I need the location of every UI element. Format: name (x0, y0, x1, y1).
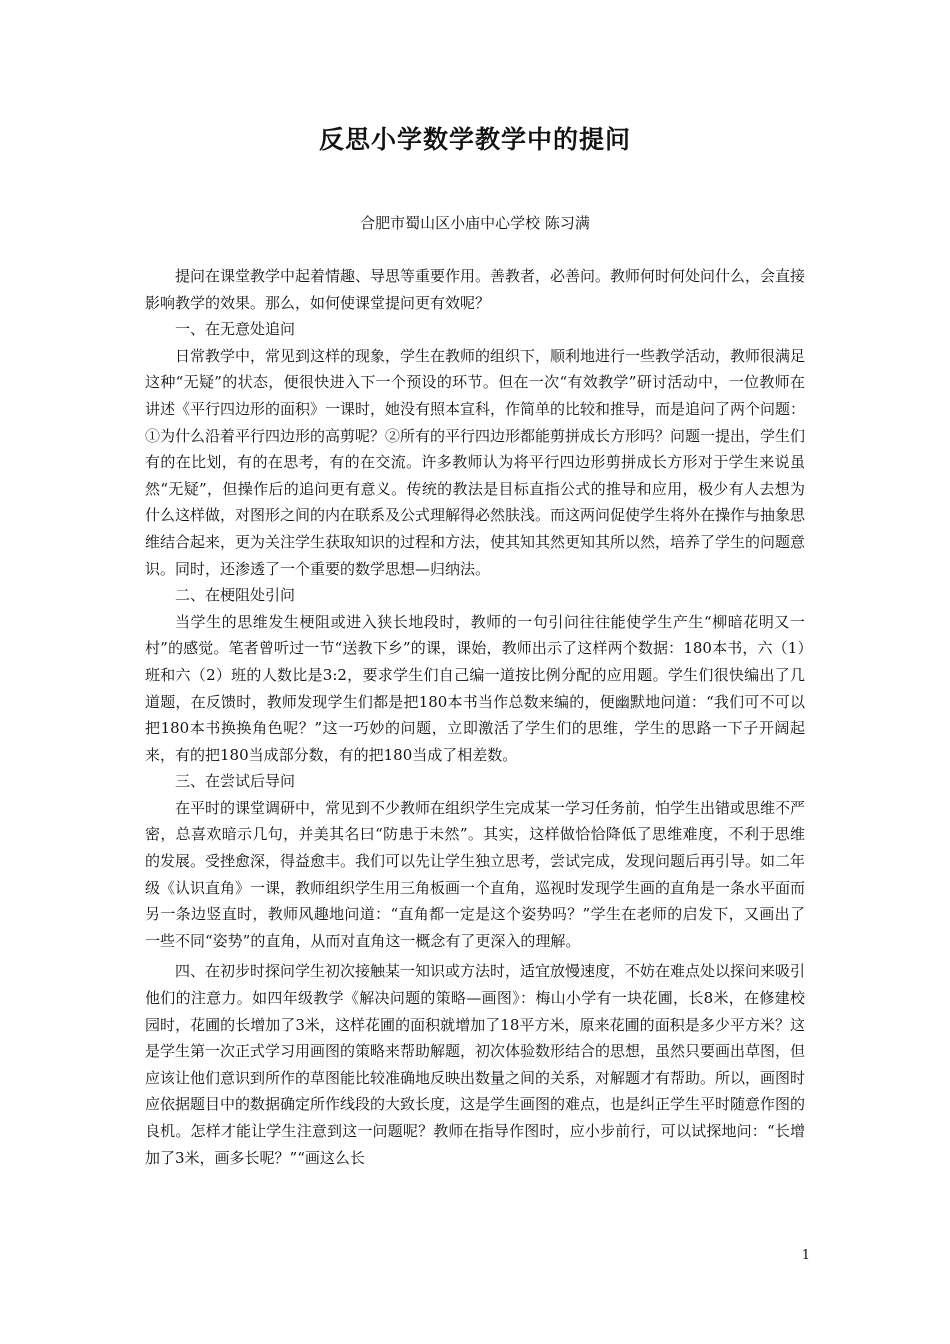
section-paragraph-3: 在平时的课堂调研中，常见到不少教师在组织学生完成某一学习任务前，怕学生出错或思维不严密，总喜欢暗示几句，并美其名曰“防患于未然”。其实，这样做恰恰降低了思维难度，不利于思维的发展。受挫愈深，得益愈丰。我们可以先让学生独立思考，尝试完成，发现问题后再引导。如二年级《认识直角》一课，教师组织学生用三角板画一个直角，巡视时发现学生画的直角是一条水平面而另一条边竖直时，教师风趣地问道：“直角都一定是这个姿势吗？”学生在老师的启发下，又画出了一些不同“姿势”的直角，从而对直角这一概念有了更深入的理解。 (145, 798, 806, 950)
section-heading-1: 一、在无意处追问 (175, 320, 296, 339)
section-paragraph-1: 日常教学中，常见到这样的现象，学生在教师的组织下，顺利地进行一些教学活动，教师很满足这种“无疑”的状态，便很快进入下一个预设的环节。但在一次“有效教学”研讨活动中，一位教师在讲述《平行四边形的面积》一课时，她没有照本宣科，作简单的比较和推导，而是追问了两个问题：①为什么沿着平行四边形的高剪呢？②所有的平行四边形都能剪拼成长方形吗？问题一提出，学生们有的在比划，有的在思考，有的在交流。许多教师认为将平行四边形剪拼成长方形对于学生来说虽然“无疑”，但操作后的追问更有意义。传统的教法是目标直指公式的推导和应用，极少有人去想为什么这样做，对图形之间的内在联系及公式理解得必然肤浅。而这两问促使学生将外在操作与抽象思维结合起来，更为关注学生获取知识的过程和方法，使其知其然更知其所以然，培养了学生的问题意识。同时，还渗透了一个重要的数学思想—归纳法。 (145, 346, 806, 578)
section-heading-2: 二、在梗阻处引问 (175, 586, 296, 605)
intro-paragraph: 提问在课堂教学中起着情趣、导思等重要作用。善教者，必善问。教师何时何处问什么，会直接影响教学的效果。那么，如何使课堂提问更有效呢？ (145, 267, 806, 312)
author-line: 合肥市蜀山区小庙中心学校 陈习满 (360, 214, 590, 232)
document-title: 反思小学数学教学中的提问 (318, 125, 631, 154)
section-paragraph-2: 当学生的思维发生梗阻或进入狭长地段时，教师的一句引问往往能使学生产生“柳暗花明又一村”的感觉。笔者曾听过一节“送教下乡”的课，课始，教师出示了这样两个数据：180本书，六（1）班和六（2）班的人数比是3:2，要求学生们自己编一道按比例分配的应用题。学生们很快编出了几道题，在反馈时，教师发现学生们都是把180本书当作总数来编的，便幽默地问道：“我们可不可以把180本书换换角色呢？”这一巧妙的问题，立即激活了学生们的思维，学生的思路一下子开阔起来，有的把180当成部分数，有的把180当成了相差数。 (145, 612, 805, 764)
section-paragraph-4: 四、在初步时探问学生初次接触某一知识或方法时，适宜放慢速度，不妨在难点处以探问来吸引他们的注意力。如四年级教学《解决问题的策略—画图》：梅山小学有一块花圃，长8米，在修建校园时，花圃的长增加了3米，这样花圃的面积就增加了18平方米，原来花圃的面积是多少平方米？这是学生第一次正式学习用画图的策略来帮助解题，初次体验数形结合的思想，虽然只要画出草图，但应该让他们意识到所作的草图能比较准确地反映出数量之间的关系，对解题才有帮助。所以，画图时应依据题目中的数据确定所作线段的大致长度，这是学生画图的难点，也是纠正学生平时随意作图的良机。怎样才能让学生注意到这一问题呢？教师在指导作图时，应小步前行，可以试探地问：“长增加了3米，画多长呢？”“画这么长 (145, 962, 806, 1167)
document-body (145, 263, 805, 1171)
section-heading-3: 三、在尝试后导问 (175, 772, 296, 791)
page-number: 1 (801, 1248, 810, 1263)
